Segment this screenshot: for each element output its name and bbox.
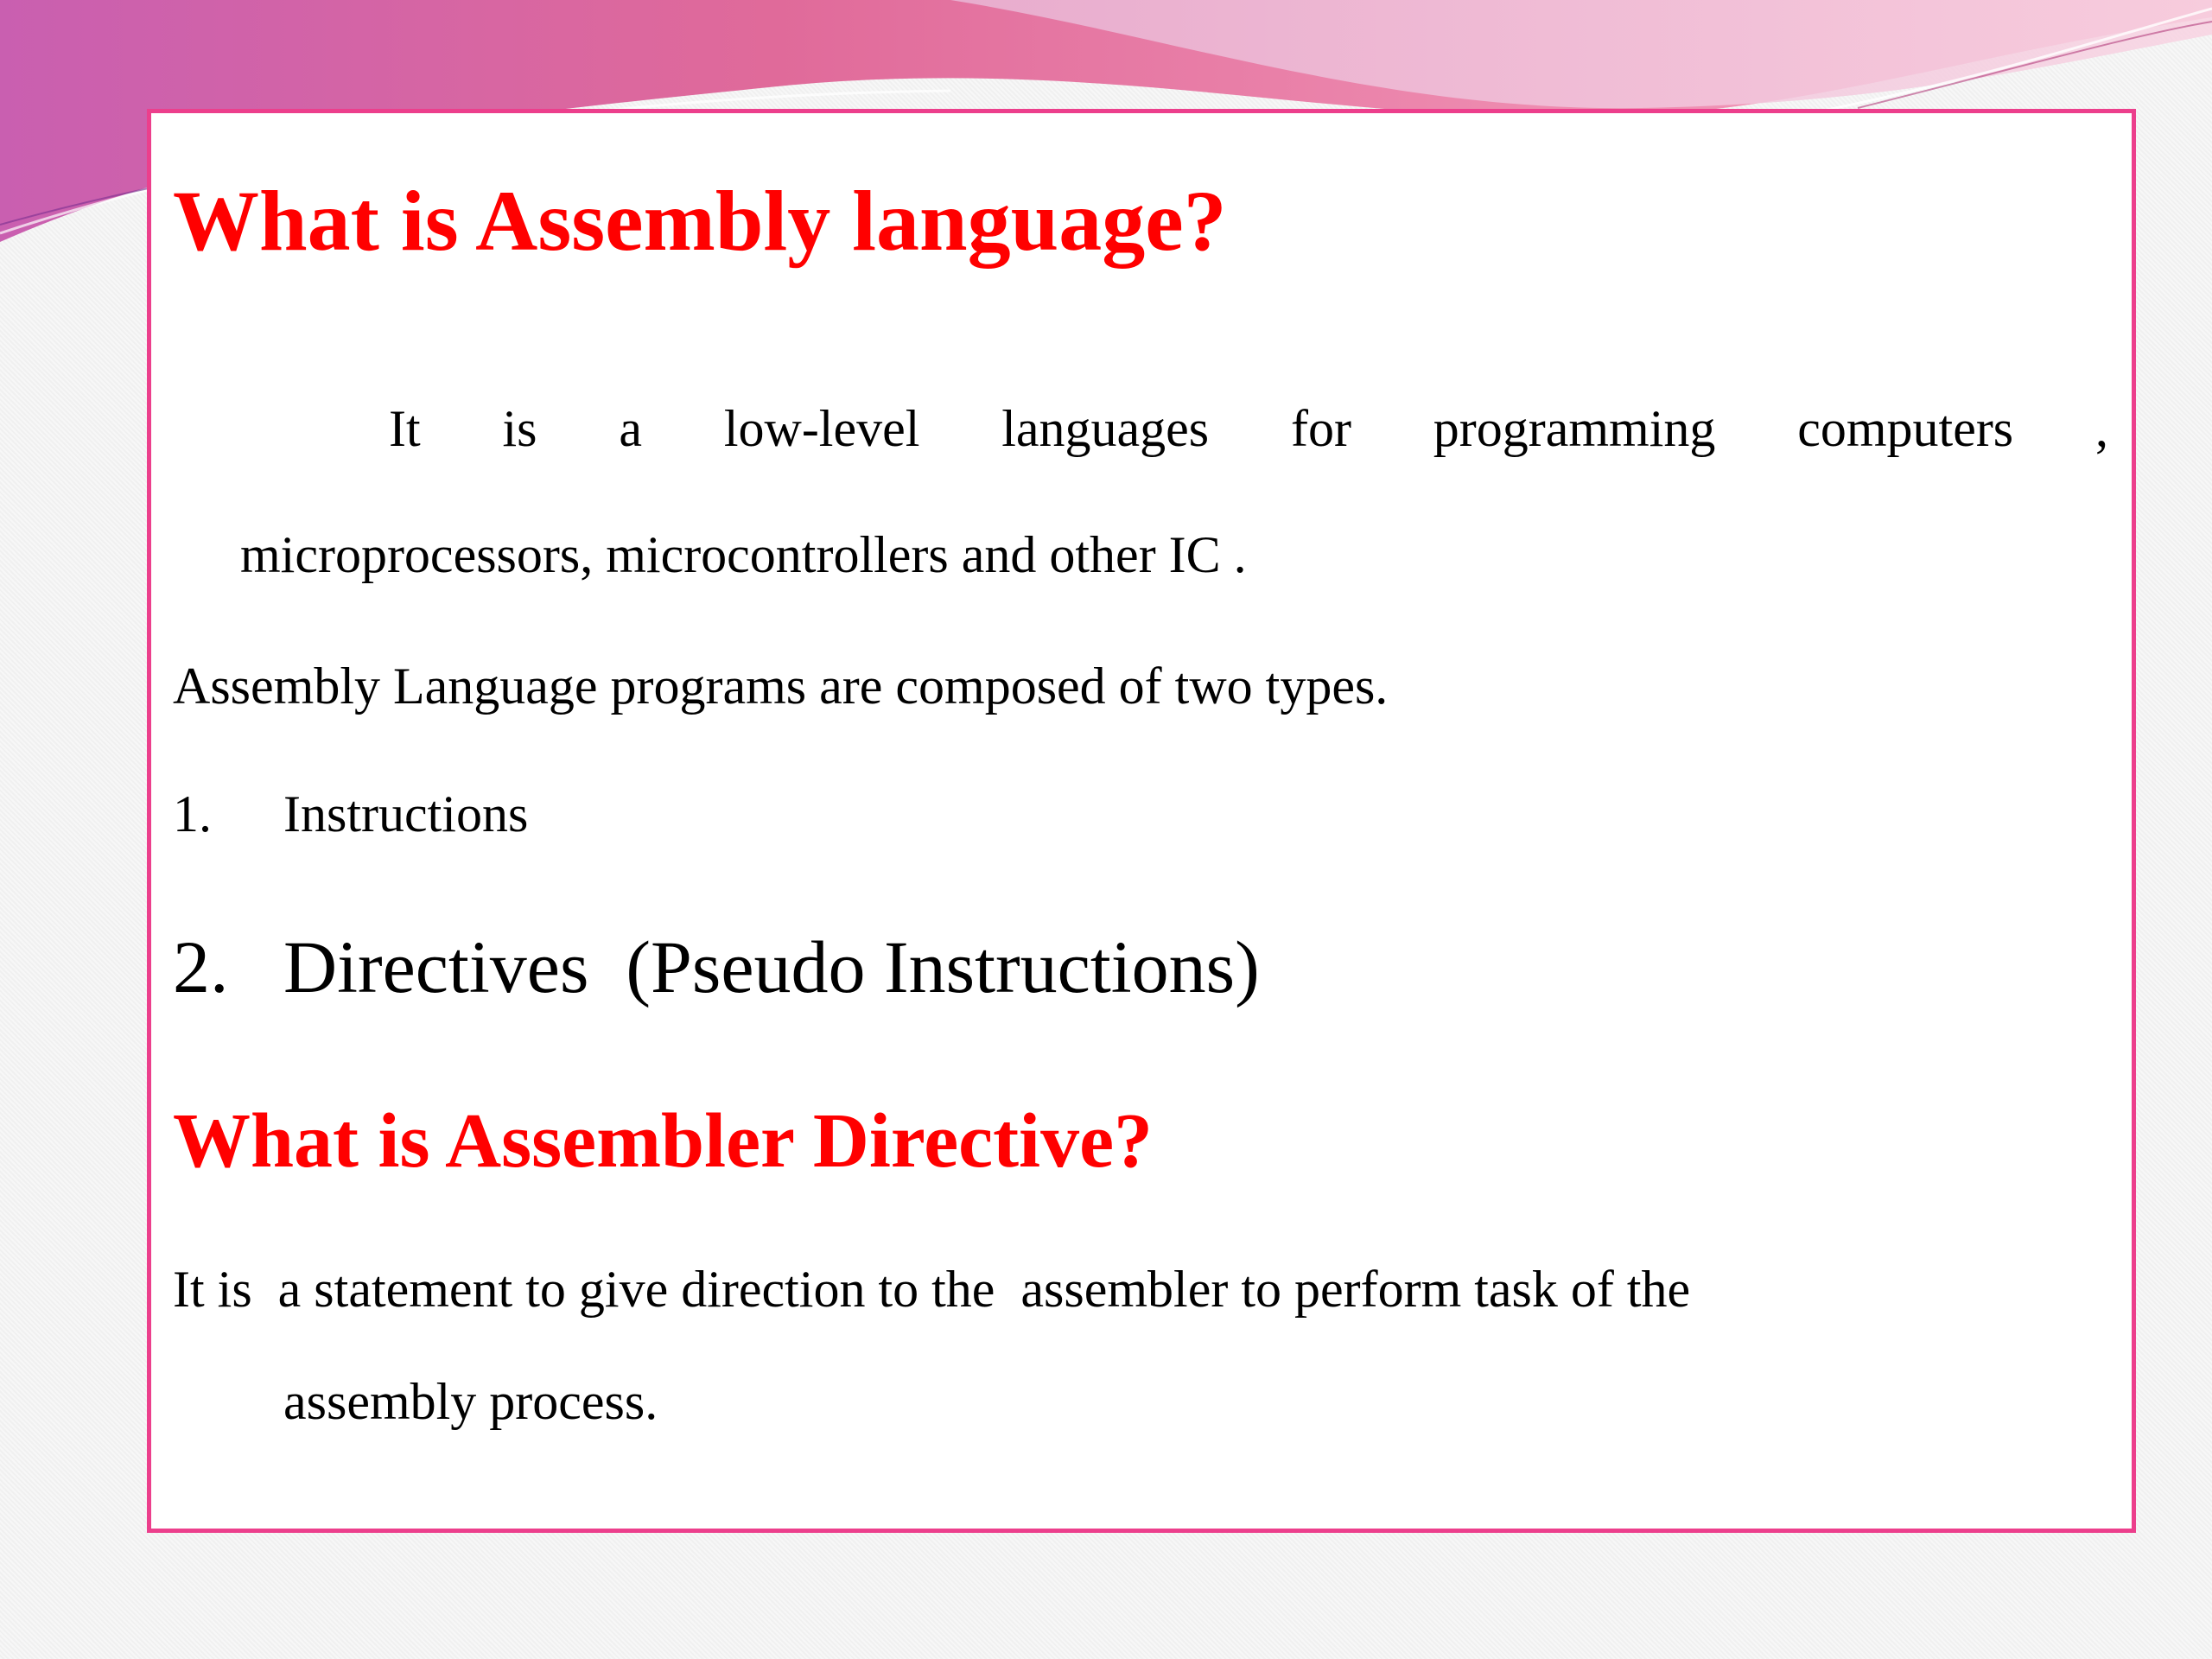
paragraph-3-line-1: It is a statement to give direction to the assembler to perform task of the [173, 1261, 1691, 1318]
list-item-1-text: Instructions [283, 785, 529, 842]
paragraph-1-line-2: microprocessors, microcontrollers and other IC . [240, 526, 1247, 583]
paragraph-3-line-2: assembly process. [283, 1373, 658, 1430]
list-item-1-number: 1. [173, 785, 212, 842]
paragraph-1-line-1 [389, 400, 2108, 457]
heading-assembler-directive: What is Assembler Directive? [173, 1098, 1154, 1184]
list-item-2-number: 2. [173, 925, 229, 1008]
paragraph-2: Assembly Language programs are composed of two types. [173, 658, 1389, 715]
word: is [502, 400, 537, 457]
word: , [2094, 400, 2108, 457]
word: programming [1433, 400, 1716, 457]
heading-assembly-language: What is Assembly language? [173, 173, 1227, 269]
word: for [1290, 400, 1351, 457]
word: languages [1001, 400, 1210, 457]
word: a [619, 400, 642, 457]
word: It [389, 400, 421, 457]
word: computers [1797, 400, 2014, 457]
list-item-2-text: Directives (Pseudo Instructions) [283, 925, 1260, 1008]
word: low-level [723, 400, 920, 457]
